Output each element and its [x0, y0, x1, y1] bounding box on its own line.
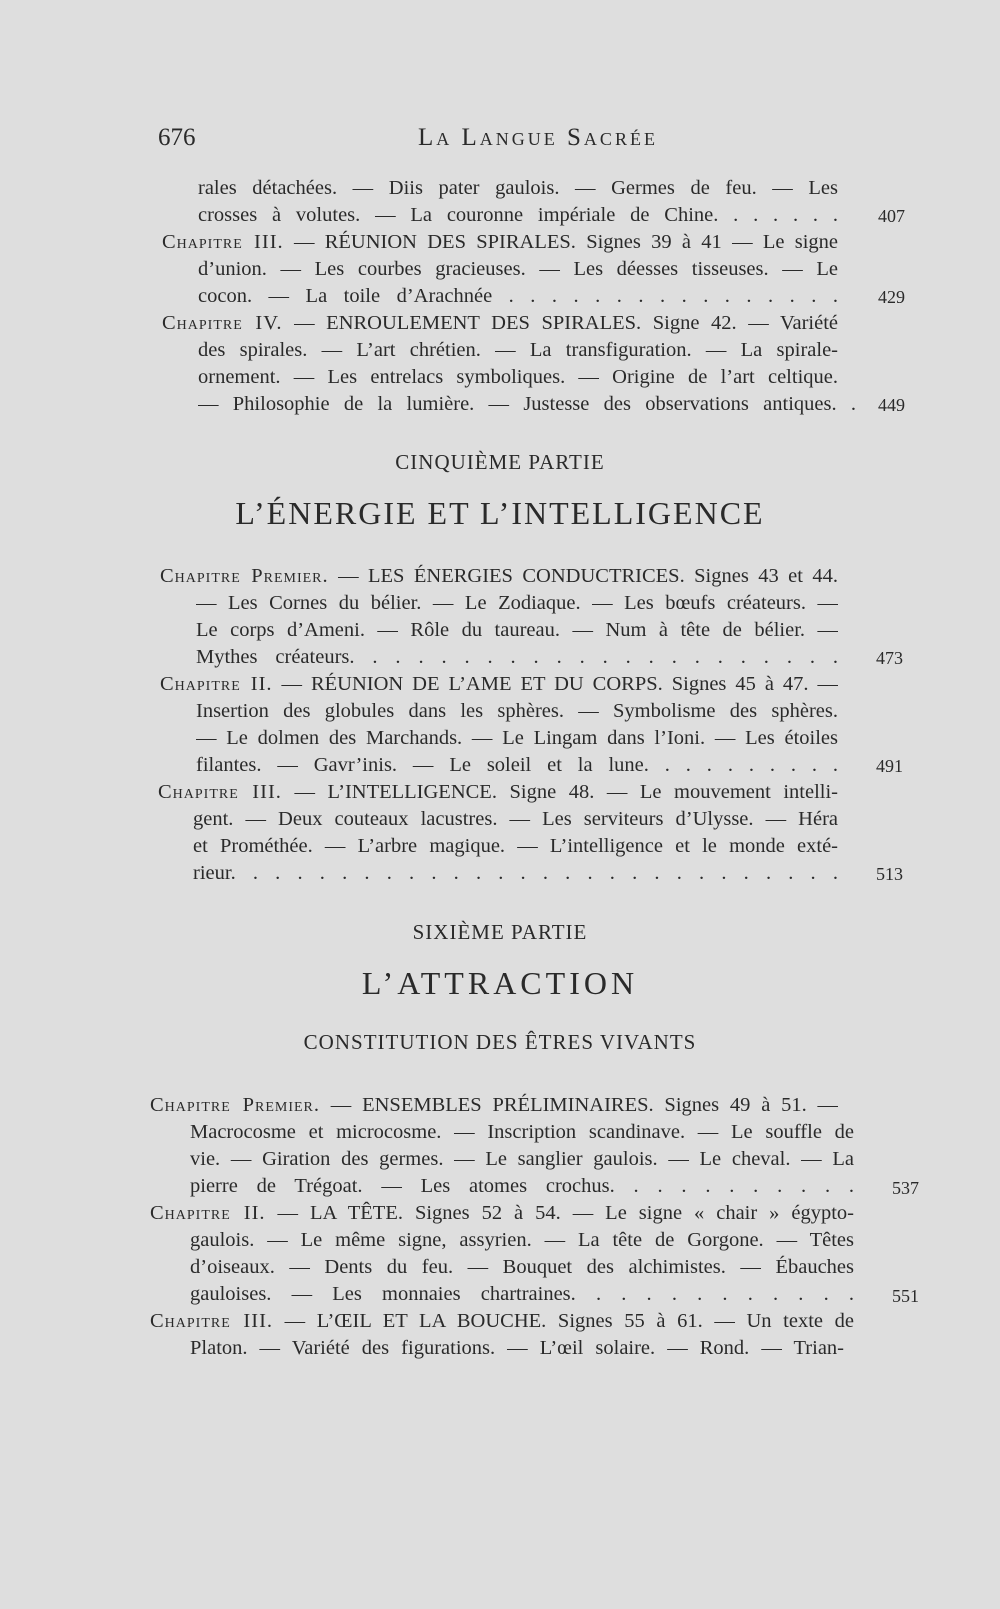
toc-page-number: 473: [876, 648, 903, 668]
toc-line: d’union. — Les courbes gracieuses. — Les déesses tisseuses. — Le: [198, 258, 838, 280]
toc-chapter-line: Chapitre II. — RÉUNION DE L’AME ET DU CORPS. Signes 45 à 47. —: [160, 673, 838, 695]
chapter-label: Chapitre IV.: [162, 312, 283, 334]
toc-chapter-line: Chapitre III. — L’INTELLIGENCE. Signe 48. — Le mouvement intelli-: [158, 781, 838, 803]
toc-chapter-line: Chapitre II. — LA TÊTE. Signes 52 à 54. — Le signe « chair » égypto-: [150, 1202, 854, 1224]
toc-line: Platon. — Variété des figurations. — L’œil solaire. — Rond. — Trian-: [190, 1337, 844, 1359]
toc-page-number: 449: [878, 395, 905, 415]
toc-line: gaulois. — Le même signe, assyrien. — La tête de Gorgone. — Têtes: [190, 1229, 854, 1251]
toc-line: gauloises. — Les monnaies chartraines. . . . . . . . . . . .: [190, 1283, 854, 1305]
toc-chapter-line: Chapitre Premier. — LES ÉNERGIES CONDUCTRICES. Signes 43 et 44.: [160, 565, 838, 587]
toc-page-number: 429: [878, 287, 905, 307]
part-title: L’ÉNERGIE ET L’INTELLIGENCE: [235, 495, 765, 531]
part-title: L’ATTRACTION: [361, 965, 639, 1001]
part-label: CINQUIÈME PARTIE: [395, 450, 605, 474]
toc-line: cocon. — La toile d’Arachnée . . . . . . . . . . . . . . . .: [198, 285, 838, 307]
toc-page-number: 513: [876, 864, 903, 884]
running-title: La Langue Sacrée: [418, 124, 658, 151]
toc-chapter-line: Chapitre Premier. — ENSEMBLES PRÉLIMINAIRES. Signes 49 à 51. —: [150, 1094, 838, 1116]
toc-line: rieur. . . . . . . . . . . . . . . . . . . . . . . . . . . .: [193, 862, 838, 884]
toc-page-number: 537: [892, 1178, 919, 1198]
toc-line: gent. — Deux couteaux lacustres. — Les serviteurs d’Ulysse. — Héra: [193, 808, 838, 830]
chapter-label: Chapitre III.: [162, 231, 284, 253]
toc-line: et Prométhée. — L’arbre magique. — L’intelligence et le monde exté-: [193, 835, 838, 857]
toc-line: des spirales. — L’art chrétien. — La transfiguration. — La spirale-: [198, 339, 838, 361]
toc-chapter-line: Chapitre III. — L’ŒIL ET LA BOUCHE. Signes 55 à 61. — Un texte de: [150, 1310, 854, 1332]
toc-page-number: 407: [878, 206, 905, 226]
toc-line: — Les Cornes du bélier. — Le Zodiaque. — Les bœufs créateurs. —: [196, 592, 838, 614]
chapter-label: Chapitre II.: [150, 1202, 266, 1224]
chapter-label: Chapitre Premier.: [150, 1094, 320, 1116]
toc-line: crosses à volutes. — La couronne impériale de Chine. . . . . . .: [198, 204, 838, 226]
chapter-label: Chapitre Premier.: [160, 565, 329, 587]
toc-line: Insertion des globules dans les sphères. — Symbolisme des sphères.: [196, 700, 838, 722]
toc-line: Mythes créateurs. . . . . . . . . . . . . . . . . . . . . .: [196, 646, 838, 668]
part-subtitle: CONSTITUTION DES ÊTRES VIVANTS: [303, 1030, 697, 1054]
toc-line: d’oiseaux. — Dents du feu. — Bouquet des alchimistes. — Ébauches: [190, 1256, 854, 1278]
toc-page-number: 551: [892, 1286, 919, 1306]
toc-line: vie. — Giration des germes. — Le sanglier gaulois. — Le cheval. — La: [190, 1148, 854, 1170]
chapter-label: Chapitre III.: [158, 781, 282, 803]
chapter-label: Chapitre III.: [150, 1310, 274, 1332]
chapter-label: Chapitre II.: [160, 673, 273, 695]
toc-line: pierre de Trégoat. — Les atomes crochus. . . . . . . . . . .: [190, 1175, 854, 1197]
toc-line: Macrocosme et microcosme. — Inscription scandinave. — Le souffle de: [190, 1121, 854, 1143]
toc-page-number: 491: [876, 756, 903, 776]
part-label: SIXIÈME PARTIE: [412, 920, 588, 944]
toc-line: ornement. — Les entrelacs symboliques. — Origine de l’art celtique.: [198, 366, 838, 388]
toc-line: — Le dolmen des Marchands. — Le Lingam dans l’Ioni. — Les étoiles: [196, 727, 838, 749]
running-head: [158, 124, 858, 156]
toc-line: — Philosophie de la lumière. — Justesse des observations antiques. .: [198, 393, 856, 415]
toc-chapter-line: Chapitre III. — RÉUNION DES SPIRALES. Signes 39 à 41 — Le signe: [162, 231, 838, 253]
page-number: 676: [158, 124, 196, 151]
toc-line: filantes. — Gavr’inis. — Le soleil et la lune. . . . . . . . . .: [196, 754, 838, 776]
toc-chapter-line: Chapitre IV. — ENROULEMENT DES SPIRALES. Signe 42. — Variété: [162, 312, 838, 334]
toc-line: Le corps d’Ameni. — Rôle du taureau. — Num à tête de bélier. —: [196, 619, 838, 641]
toc-line: rales détachées. — Diis pater gaulois. — Germes de feu. — Les: [198, 177, 838, 199]
